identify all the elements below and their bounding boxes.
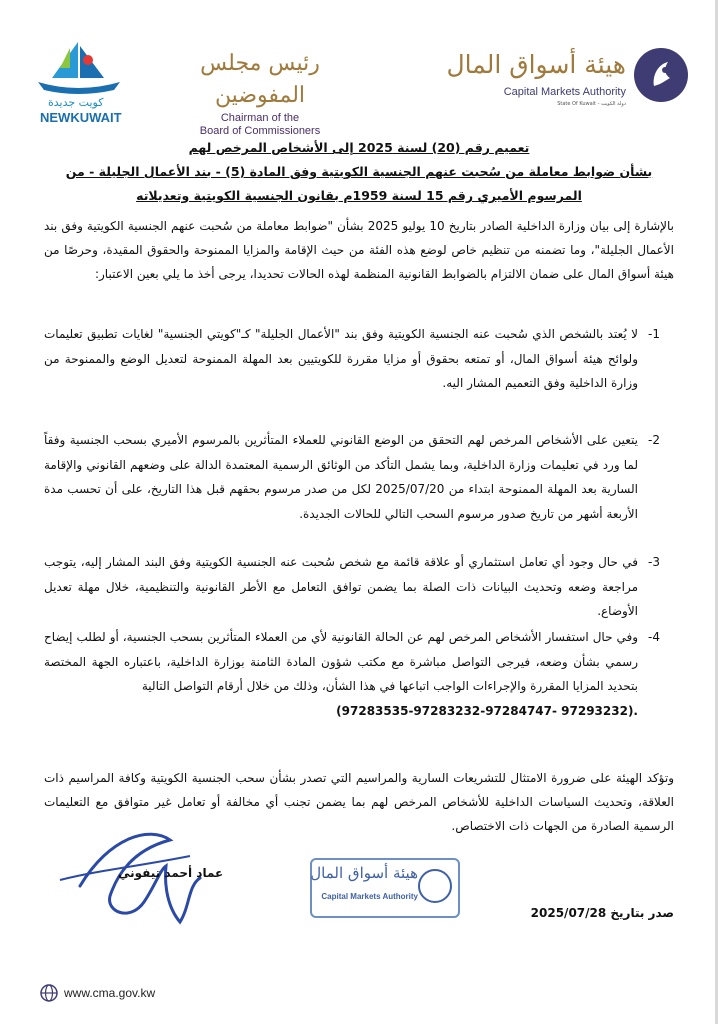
website-link[interactable]: www.cma.gov.kw bbox=[64, 986, 156, 1000]
stamp-arabic: هيئة أسواق المال bbox=[310, 864, 418, 882]
item-text: يتعين على الأشخاص المرخص لهم التحقق من الوضع القانوني للعملاء المتأثرين بالمرسوم الأميري بسحب الجنسية وفقاً لما ورد في تعليمات وزارة الداخلية، وبما يشمل التأكد من الوثائق الرسمية المعتمدة الدالة على وضعهم القانوني والإقامة السارية بعد المهلة الممنوحة ابتداء من 2025/07/20 لكل من صدر مرسوم بحقهم قبل هذا التاريخ، على أن تحسب مدة الأربعة أشهر من تاريخ صدور مرسوم السحب التالي للحالات الجديدة. bbox=[44, 433, 638, 521]
cma-arabic-name: هيئة أسواق المال bbox=[446, 50, 626, 79]
title-line-1: تعميم رقم (20) لسنة 2025 إلى الأشخاص المرخص لهم bbox=[188, 140, 530, 155]
item-number: -3 bbox=[648, 555, 660, 569]
issue-date-value: 2025/07/28 bbox=[530, 906, 607, 920]
title-line-3: المرسوم الأميري رقم 15 لسنة 1959م بقانون الجنسية الكويتية وتعديلاته bbox=[136, 188, 582, 203]
official-stamp bbox=[310, 858, 460, 918]
list-item bbox=[44, 550, 674, 624]
cma-logo bbox=[446, 48, 688, 110]
list-item bbox=[44, 322, 674, 396]
issue-date-label: صدر بتاريخ bbox=[610, 906, 674, 920]
item-text: لا يُعتد بالشخص الذي سُحبت عنه الجنسية الكويتية وفق بند "الأعمال الجليلة" كـ"كويتي الجنسية" لغايات تطبيق تعليمات ولوائح هيئة أسواق المال، أو تمتعه بحقوق أو مزايا مقررة للكويتيين بعد المهلة الممنوحة لتعديل الوضع والممنوحة من وزارة الداخلية وفق التعميم المشار اليه. bbox=[44, 327, 638, 390]
item-text: في حال وجود أي تعامل استثماري أو علاقة قائمة مع شخص سُحبت عنه الجنسية الكويتية وفق البند المشار إليه، يتوجب مراجعة وضعه وتحديث البيانات ذات الصلة بما يضمن توافق التعامل مع الأطر القانونية والتنظيمية، خلال مهلة تعديل الأوضاع. bbox=[44, 555, 638, 618]
stamp-english: Capital Markets Authority bbox=[321, 892, 418, 901]
item-number: -1 bbox=[648, 327, 660, 341]
signatory-name: عماد أحمد تيفوني bbox=[118, 866, 224, 880]
item-text bbox=[44, 625, 638, 723]
new-kuwait-english: NEWKUWAIT bbox=[40, 110, 122, 125]
circular-title bbox=[40, 136, 678, 208]
new-kuwait-logo bbox=[30, 38, 126, 124]
cma-emblem-icon bbox=[634, 48, 688, 102]
item-text-body: وفي حال استفسار الأشخاص المرخص لهم عن الحالة القانونية لأي من العملاء المتأثرين بسحب الجنسية، أو لطلب إيضاح رسمي بشأن وضعه، فيرجى التواصل مباشرة مع مكتب شؤون المادة الثامنة بوزارة الداخلية، باعتباره الجهة المختصة بتحديد المزايا المقررة والإجراءات الواجب اتباعها في هذا الشأن، وذلك من خلال أرقام التواصل التالية bbox=[44, 630, 638, 693]
handwritten-signature bbox=[40, 826, 220, 936]
chairman-logo bbox=[170, 48, 350, 137]
stamp-emblem-icon bbox=[418, 869, 452, 903]
dhow-boat-icon bbox=[30, 38, 126, 96]
item-number: -2 bbox=[648, 433, 660, 447]
cma-subtitle: State Of Kuwait - دولة الكويت bbox=[557, 101, 626, 107]
list-item bbox=[44, 625, 674, 723]
chairman-english-line1: Chairman of the bbox=[220, 112, 300, 124]
item-number: -4 bbox=[648, 630, 660, 644]
list-item bbox=[44, 428, 674, 526]
cma-english-name: Capital Markets Authority bbox=[503, 86, 626, 98]
globe-icon bbox=[40, 984, 58, 1002]
closing-paragraph: وتؤكد الهيئة على ضرورة الامتثال للتشريعات السارية والمراسيم التي تصدر بشأن سحب الجنسية الكويتية وكافة المراسيم ذات العلاقة، وتحديث السياسات الداخلية للأشخاص المرخص لهم بما يضمن تجنب أي مخالفة أو تعامل غير متوافق مع التعليمات الرسمية الصادرة من الجهات ذات الاختصاص. bbox=[44, 771, 674, 833]
chairman-arabic: رئيس مجلس المفوضين bbox=[200, 51, 320, 108]
title-line-2: بشأن ضوابط معاملة من سُحبت عنهم الجنسية الكويتية وفق المادة (5) - بند الأعمال الجليلة - من bbox=[65, 164, 653, 179]
contact-phones: (97283535-97283232-97284747- 97293232). bbox=[336, 703, 638, 718]
issue-date bbox=[531, 906, 674, 920]
new-kuwait-arabic: كويت جديدة bbox=[48, 96, 104, 109]
chairman-english-line2: Board of Commissioners bbox=[199, 125, 321, 137]
intro-paragraph: بالإشارة إلى بيان وزارة الداخلية الصادر بتاريخ 10 يوليو 2025 بشأن "ضوابط معاملة من سُحبت عنهم الجنسية الكويتية وفق بند الأعمال الجليلة"، وما تضمنه من تنظيم خاص لوضع هذه الفئة من حيث الإقامة والمزايا الممنوحة والحقوق المقيدة، وحرصًا من هيئة أسواق المال على ضمان الالتزام بالضوابط القانونية المنظمة لهذه الحالات تحديدا، يرجى أخذ ما يلي بعين الاعتبار: bbox=[44, 219, 674, 281]
